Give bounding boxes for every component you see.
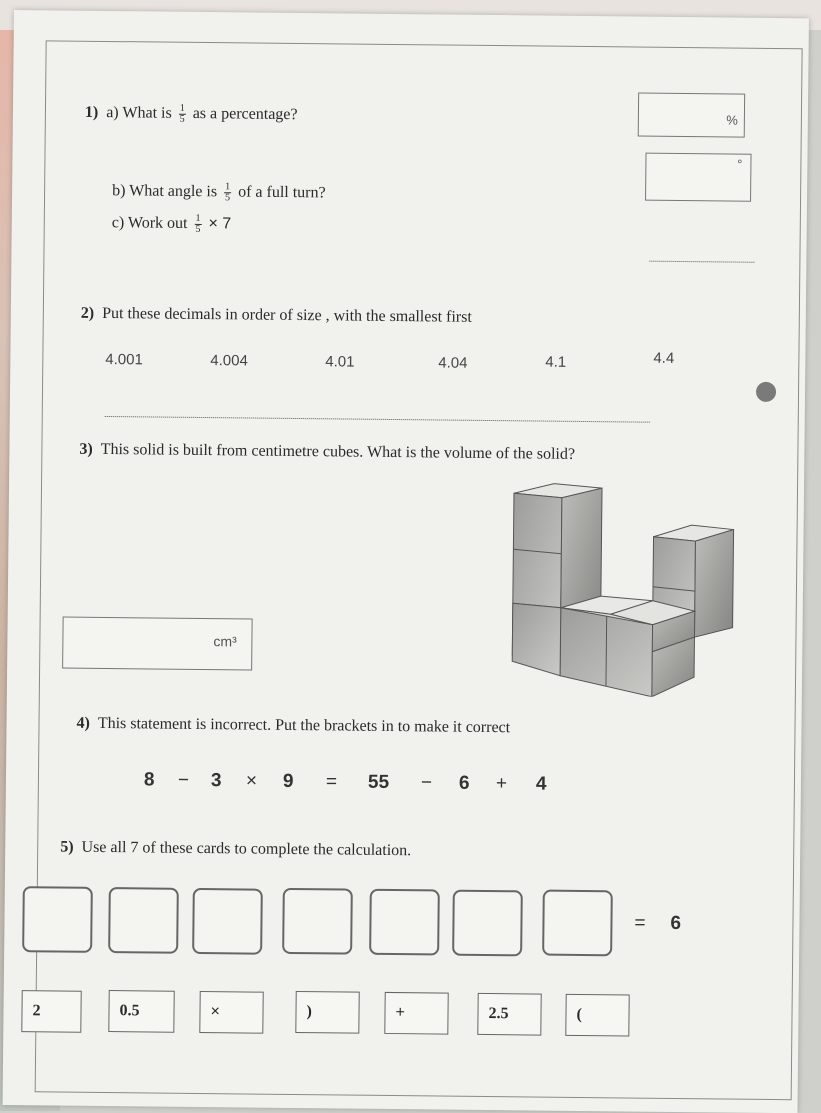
decimal-value: 4.001: [105, 350, 143, 369]
q1-c-text-pre: Work out: [127, 214, 188, 233]
q1-a-text-post: as a percentage?: [192, 105, 298, 124]
card-slot[interactable]: [282, 888, 353, 955]
q5-line: [60, 839, 411, 861]
eq-minus: −: [177, 769, 190, 791]
q1-b-text-pre: What angle is: [129, 182, 218, 201]
q1-a-answer-box[interactable]: [638, 93, 745, 138]
fraction-one-fifth: $\frac{1}{5}$: [179, 102, 185, 125]
card-slot[interactable]: [452, 890, 523, 957]
q4-text: This statement is incorrect. Put the brackets in to make it correct: [97, 714, 511, 737]
q1-c-line: [112, 213, 232, 235]
fraction-one-fifth: $\frac{1}{5}$: [225, 181, 231, 204]
cm3-unit: cm³: [213, 633, 237, 650]
eq-number: 8: [143, 769, 155, 791]
q1-b-line: [112, 181, 326, 204]
q1-b-answer-box[interactable]: [645, 153, 751, 202]
eq-number: 55: [367, 771, 390, 793]
q1-c-text-post: × 7: [208, 215, 232, 233]
eq-plus: +: [495, 773, 508, 795]
eq-times: ×: [245, 770, 258, 792]
number-card[interactable]: 0.5: [108, 990, 174, 1033]
q1-a-label: a): [106, 104, 119, 122]
eq-number: 9: [282, 770, 294, 792]
cube-solid-diagram: [492, 475, 739, 698]
bracket-card[interactable]: ): [295, 991, 359, 1034]
q1-a-line: [85, 103, 298, 126]
decimal-value: 4.4: [653, 349, 675, 367]
decimal-value: 4.1: [545, 353, 567, 371]
q1-a-text-pre: What is: [122, 104, 172, 122]
q5-number: 5): [60, 838, 74, 856]
worksheet-page: [3, 10, 809, 1113]
q5-equals: =: [634, 912, 646, 934]
eq-number: 4: [535, 773, 547, 795]
eq-number: 6: [458, 772, 470, 794]
q3-answer-box[interactable]: [62, 617, 253, 671]
q5-result: 6: [670, 912, 682, 935]
fraction-one-fifth: $\frac{1}{5}$: [195, 212, 201, 235]
q2-text: Put these decimals in order of size , with the smallest first: [102, 304, 472, 326]
q5-text: Use all 7 of these cards to complete the calculation.: [81, 838, 412, 860]
q3-text: This solid is built from centimetre cubes. What is the volume of the solid?: [100, 440, 576, 463]
q4-number: 4): [76, 714, 90, 732]
eq-number: 3: [210, 770, 222, 792]
number-card[interactable]: 2.5: [477, 993, 541, 1036]
card-slot[interactable]: [22, 886, 93, 953]
q1-b-label: b): [112, 182, 126, 200]
decimal-value: 4.01: [325, 353, 355, 371]
card-slot[interactable]: [542, 890, 613, 957]
bracket-card[interactable]: (: [565, 994, 629, 1037]
q3-number: 3): [79, 440, 93, 458]
punch-hole: [756, 382, 776, 402]
q1-number: 1): [84, 103, 99, 122]
decimal-value: 4.004: [210, 352, 248, 370]
q2-number: 2): [80, 304, 95, 322]
card-slot[interactable]: [192, 888, 263, 955]
q1-c-label: c): [111, 214, 125, 232]
card-slot[interactable]: [108, 887, 179, 954]
operator-card[interactable]: ×: [199, 991, 263, 1034]
decimal-value: 4.04: [438, 354, 468, 372]
card-slot[interactable]: [369, 889, 440, 956]
degree-unit: °: [737, 156, 743, 172]
q1-b-text-post: of a full turn?: [238, 183, 326, 202]
operator-card[interactable]: +: [384, 992, 448, 1035]
number-card[interactable]: 2: [21, 990, 81, 1033]
eq-equals: =: [325, 771, 338, 793]
percent-unit: %: [726, 112, 738, 128]
eq-minus: −: [420, 772, 433, 794]
